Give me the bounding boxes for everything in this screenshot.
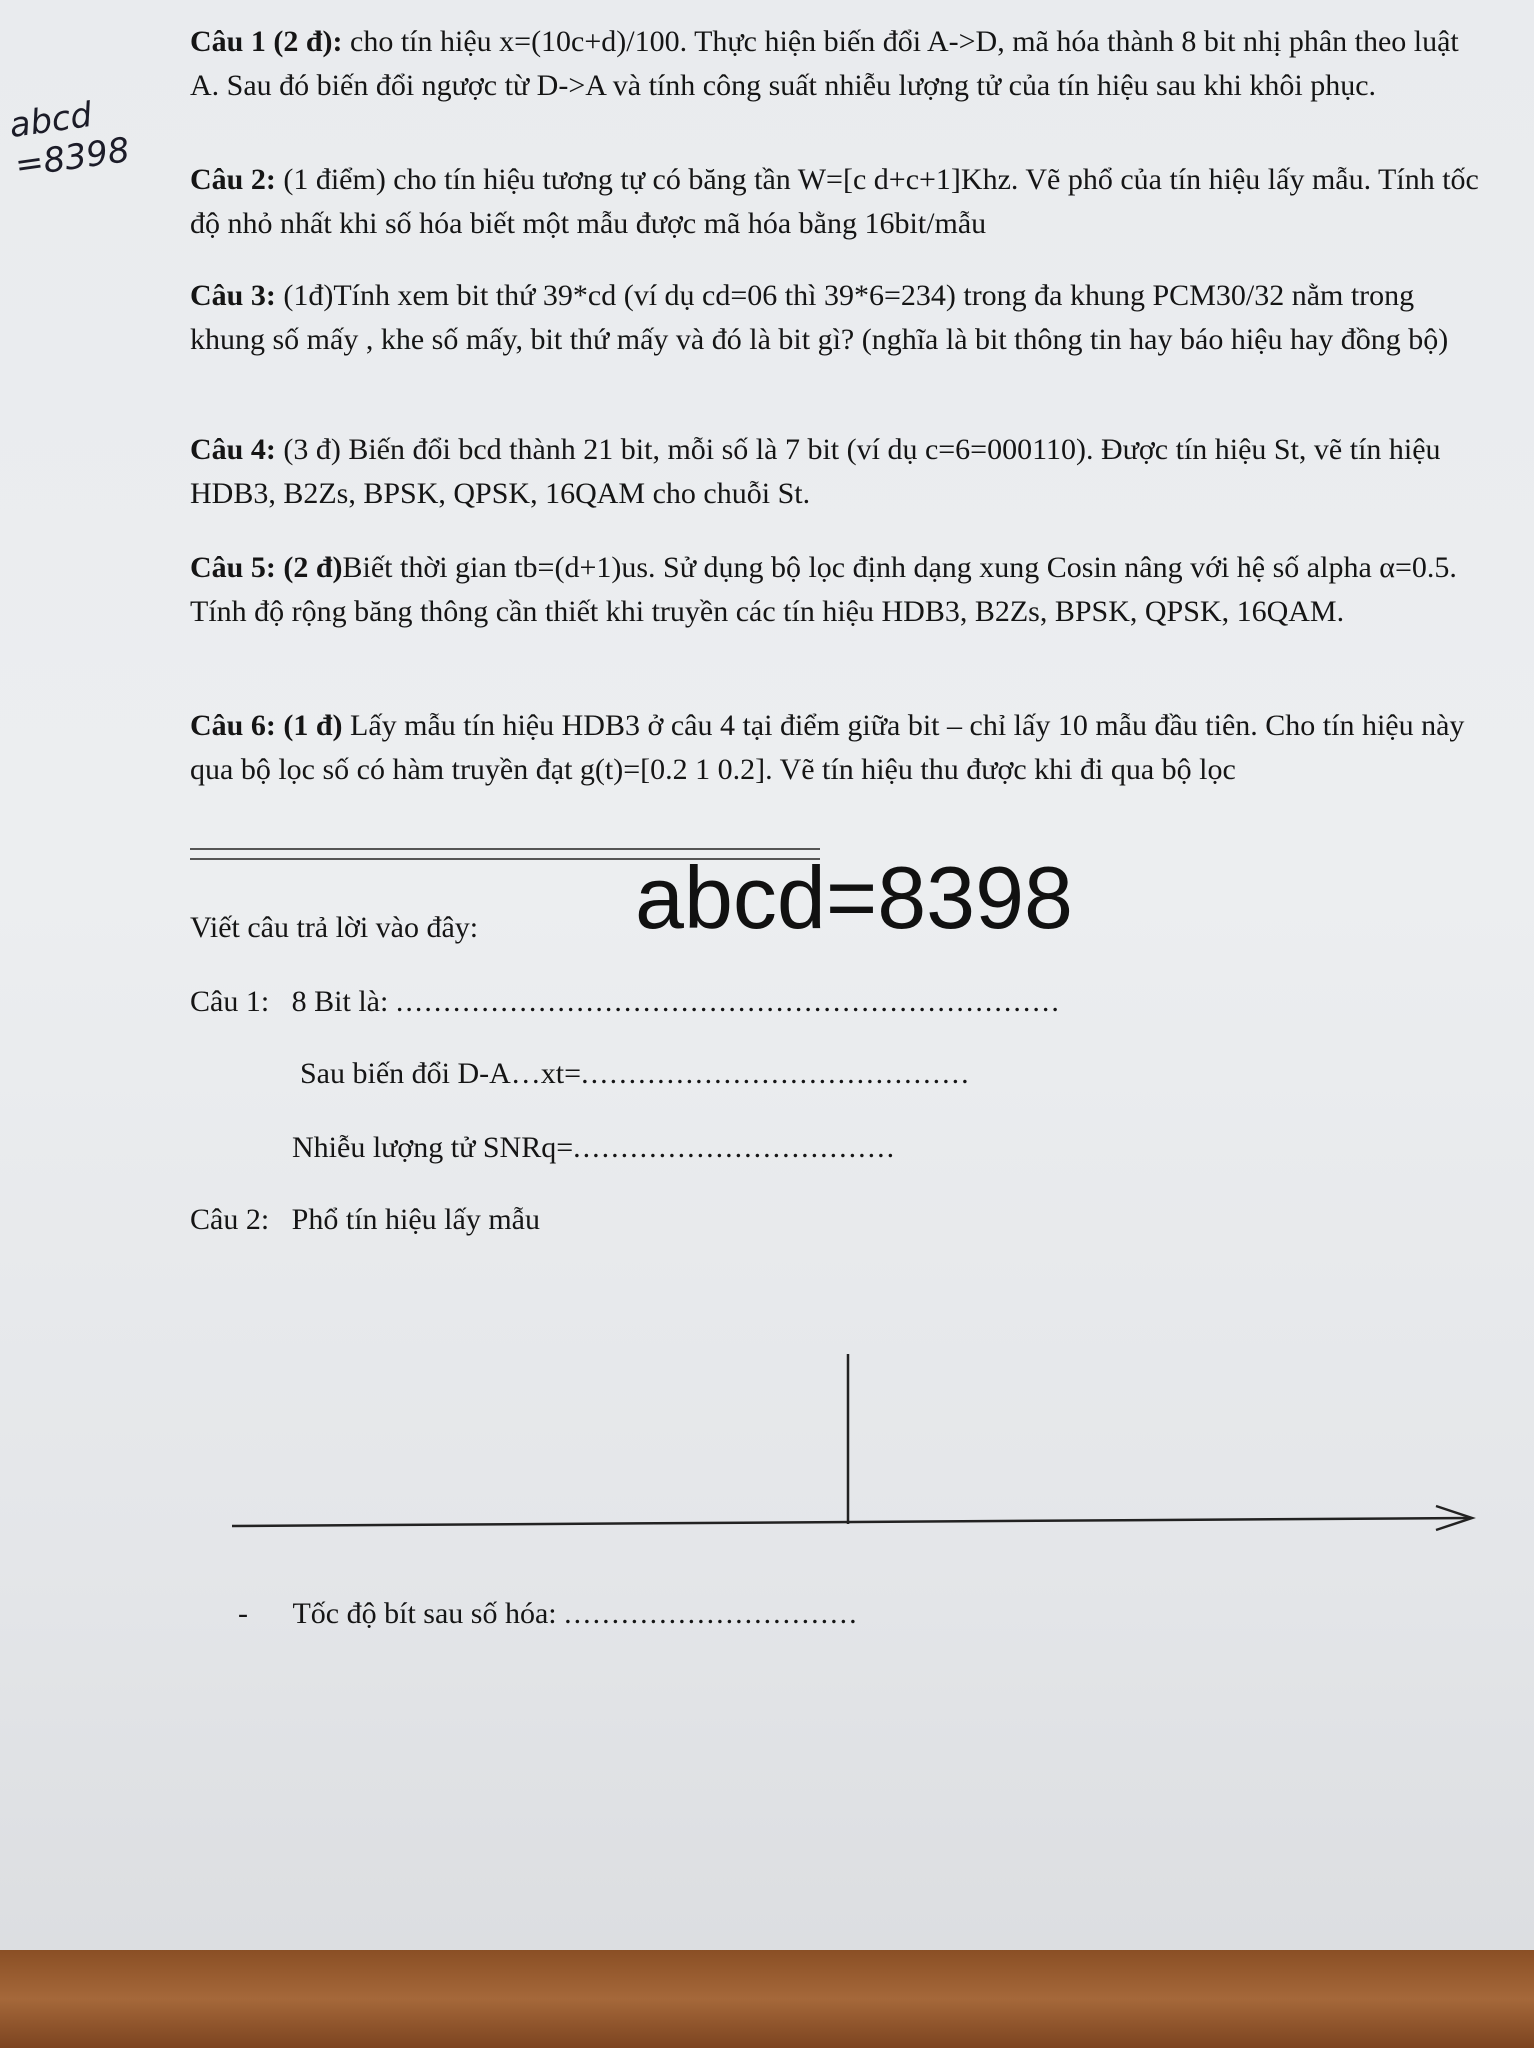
answer-header: Viết câu trả lời vào đây: — [190, 911, 479, 944]
question-2 — [190, 158, 1490, 246]
question-6 — [190, 704, 1490, 792]
wooden-table-edge — [0, 1950, 1534, 2048]
answer-q1-da-field[interactable]: ......................................... — [581, 1057, 971, 1090]
question-3-label: Câu 3: — [190, 279, 276, 312]
answer-q1-da-row — [300, 1054, 971, 1094]
answer-q2-spectrum-label: Phổ tín hiệu lấy mẫu — [291, 1203, 540, 1236]
question-4-label: Câu 4: — [190, 433, 276, 466]
answer-q1-bits-field[interactable]: ...................................................................... — [395, 985, 1061, 1018]
answer-q2-rate-row — [238, 1594, 859, 1634]
handwritten-line-2: =8398 — [12, 129, 133, 186]
answer-q1-snr-label: Nhiễu lượng tử SNRq= — [292, 1131, 574, 1164]
question-1 — [190, 20, 1490, 108]
question-5-text: Biết thời gian tb=(d+1)us. Sử dụng bộ lọc định dạng xung Cosin nâng với hệ số alpha α=0.5. Tính độ rộng băng thông cần thiết khi truyền các tín hiệu HDB3, B2Zs, BPSK, QPSK, 16QAM. — [190, 551, 1457, 628]
question-6-label: Câu 6: (1 đ) — [190, 709, 343, 742]
handwritten-note — [7, 90, 132, 185]
question-2-label: Câu 2: — [190, 163, 276, 196]
answer-q1-da-label: Sau biến đổi D-A…xt= — [300, 1057, 582, 1090]
question-4-text: (3 đ) Biến đổi bcd thành 21 bit, mỗi số là 7 bit (ví dụ c=6=000110). Được tín hiệu St, vẽ tín hiệu HDB3, B2Zs, BPSK, QPSK, 16QAM cho chuỗi St. — [190, 433, 1441, 510]
answer-q2-row — [190, 1200, 540, 1240]
question-1-text: cho tín hiệu x=(10c+d)/100. Thực hiện biến đổi A->D, mã hóa thành 8 bit nhị phân theo luật A. Sau đó biến đổi ngược từ D->A và tính công suất nhiễu lượng tử của tín hiệu sau khi khôi phục. — [190, 25, 1459, 102]
question-4 — [190, 428, 1490, 516]
handwritten-line-1: abcd — [6, 94, 95, 147]
spectrum-horizontal-axis — [232, 1518, 1470, 1526]
question-2-text: (1 điểm) cho tín hiệu tương tự có băng tần W=[c d+c+1]Khz. Vẽ phổ của tín hiệu lấy mẫu. Tính tốc độ nhỏ nhất khi số hóa biết một mẫu được mã hóa bằng 16bit/mẫu — [190, 163, 1479, 240]
answer-q2-dash: - — [238, 1597, 248, 1630]
answer-q1-snr-field[interactable]: .................................. — [573, 1131, 897, 1164]
question-5 — [190, 546, 1490, 634]
question-6-text: Lấy mẫu tín hiệu HDB3 ở câu 4 tại điểm giữa bit – chỉ lấy 10 mẫu đầu tiên. Cho tín hiệu này qua bộ lọc số có hàm truyền đạt g(t)=[0.2 1 0.2]. Vẽ tín hiệu thu được khi đi qua bộ lọc — [190, 709, 1465, 786]
answer-q2-rate-label: Tốc độ bít sau số hóa: — [292, 1597, 557, 1630]
answer-q1-label: Câu 1: — [190, 985, 270, 1018]
question-1-label: Câu 1 (2 đ): — [190, 25, 343, 58]
answer-q2-label: Câu 2: — [190, 1203, 270, 1236]
answer-q1-snr-row — [292, 1128, 896, 1168]
abcd-label: abcd=8398 — [635, 848, 1073, 947]
answer-q1-bits-row — [190, 982, 1061, 1022]
answer-q2-rate-field[interactable]: ............................... — [564, 1597, 859, 1630]
question-3-text: (1đ)Tính xem bit thứ 39*cd (ví dụ cd=06 thì 39*6=234) trong đa khung PCM30/32 nằm trong khung số mấy , khe số mấy, bit thứ mấy và đó là bit gì? (nghĩa là bit thông tin hay báo hiệu hay đồng bộ) — [190, 279, 1449, 356]
answer-q1-bits-label: 8 Bit là: — [291, 985, 389, 1018]
question-3 — [190, 274, 1490, 362]
spectrum-axes-diagram[interactable] — [0, 1340, 1534, 1560]
question-5-label: Câu 5: (2 đ) — [190, 551, 343, 584]
